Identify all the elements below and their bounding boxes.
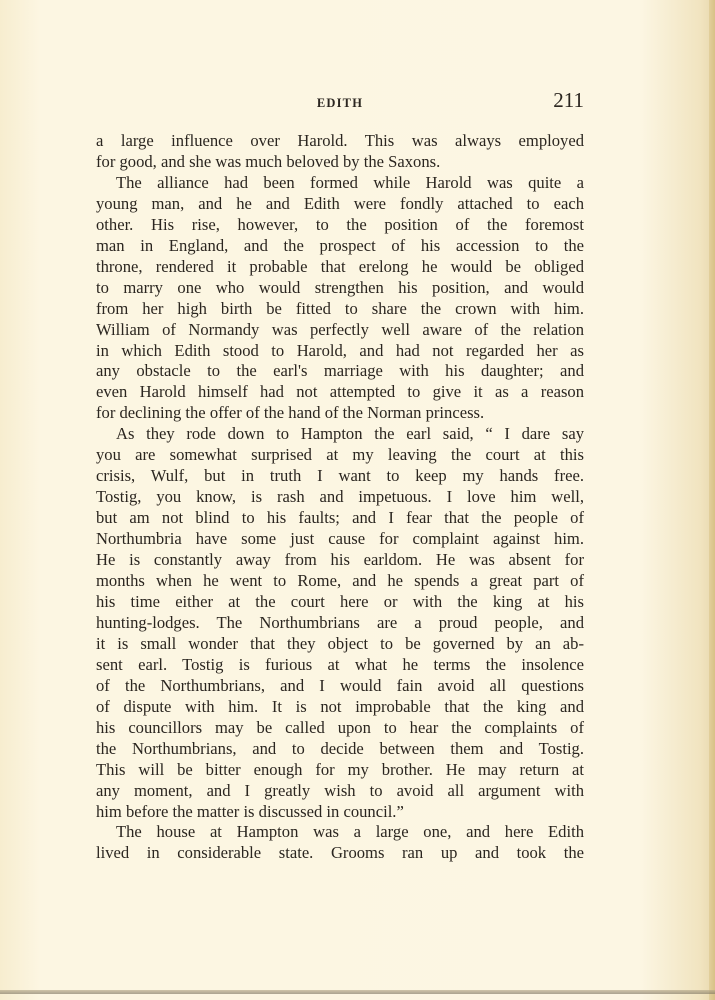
text-line: from her high birth be fitted to share the crown with him. [96, 298, 584, 318]
text-line: it is small wonder that they object to be governed by an ab- [96, 633, 584, 653]
text-line: him before the matter is discussed in council.” [96, 801, 404, 821]
text-line: crisis, Wulf, but in truth I want to keep my hands free. [96, 466, 584, 486]
page-edge [709, 0, 715, 1000]
page-number: 211 [553, 88, 584, 112]
text-line: the Northumbrians, and to decide between them and Tostig. [96, 738, 584, 758]
text-line: for good, and she was much beloved by the Saxons. [96, 151, 441, 171]
bottom-rule [0, 990, 715, 994]
text-line: The house at Hampton was a large one, and here Edith [116, 822, 584, 842]
text-line: in which Edith stood to Harold, and had not regarded her as [96, 340, 584, 360]
text-line: his councillors may be called upon to hear the complaints of [96, 717, 584, 737]
text-line: you are somewhat surprised at my leaving the court at this [96, 445, 584, 465]
text-line: of the Northumbrians, and I would fain avoid all questions [96, 675, 584, 695]
text-line: other. His rise, however, to the position of the foremost [96, 214, 584, 234]
body-text [96, 131, 584, 864]
text-line: As they rode down to Hampton the earl said, “ I dare say [116, 424, 584, 444]
text-line: hunting-lodges. The Northumbrians are a proud people, and [96, 612, 584, 632]
text-line: Northumbria have some just cause for complaint against him. [96, 529, 584, 549]
text-line: a large influence over Harold. This was always employed [96, 131, 584, 150]
text-line: This will be bitter enough for my brother. He may return at [96, 759, 584, 779]
text-line: of dispute with him. It is not improbable that the king and [96, 696, 584, 716]
text-line: months when he went to Rome, and he spends a great part of [96, 571, 584, 591]
text-line: sent earl. Tostig is furious at what he terms the insolence [96, 654, 584, 674]
text-line: He is constantly away from his earldom. He was absent for [96, 550, 584, 570]
text-line: lived in considerable state. Grooms ran up and took the [96, 843, 584, 863]
text-line: his time either at the court here or with the king at his [96, 591, 584, 611]
text-line: William of Normandy was perfectly well aware of the relation [96, 319, 584, 339]
text-line: young man, and he and Edith were fondly attached to each [96, 193, 584, 213]
text-line: throne, rendered it probable that erelong he would be obliged [96, 256, 584, 276]
text-line: any moment, and I greatly wish to avoid all argument with [96, 780, 584, 800]
text-line: to marry one who would strengthen his position, and would [96, 277, 584, 297]
text-line: The alliance had been formed while Harold was quite a [116, 172, 584, 192]
text-line: for declining the offer of the hand of the Norman princess. [96, 403, 485, 423]
text-line: any obstacle to the earl's marriage with his daughter; and [96, 361, 584, 381]
text-line: even Harold himself had not attempted to give it as a reason [96, 382, 584, 402]
text-line: man in England, and the prospect of his accession to the [96, 235, 584, 255]
text-line: Tostig, you know, is rash and impetuous. I love him well, [96, 487, 584, 507]
page-header [96, 88, 584, 120]
running-head: EDITH [316, 96, 364, 110]
text-line: but am not blind to his faults; and I fear that the people of [96, 508, 584, 528]
